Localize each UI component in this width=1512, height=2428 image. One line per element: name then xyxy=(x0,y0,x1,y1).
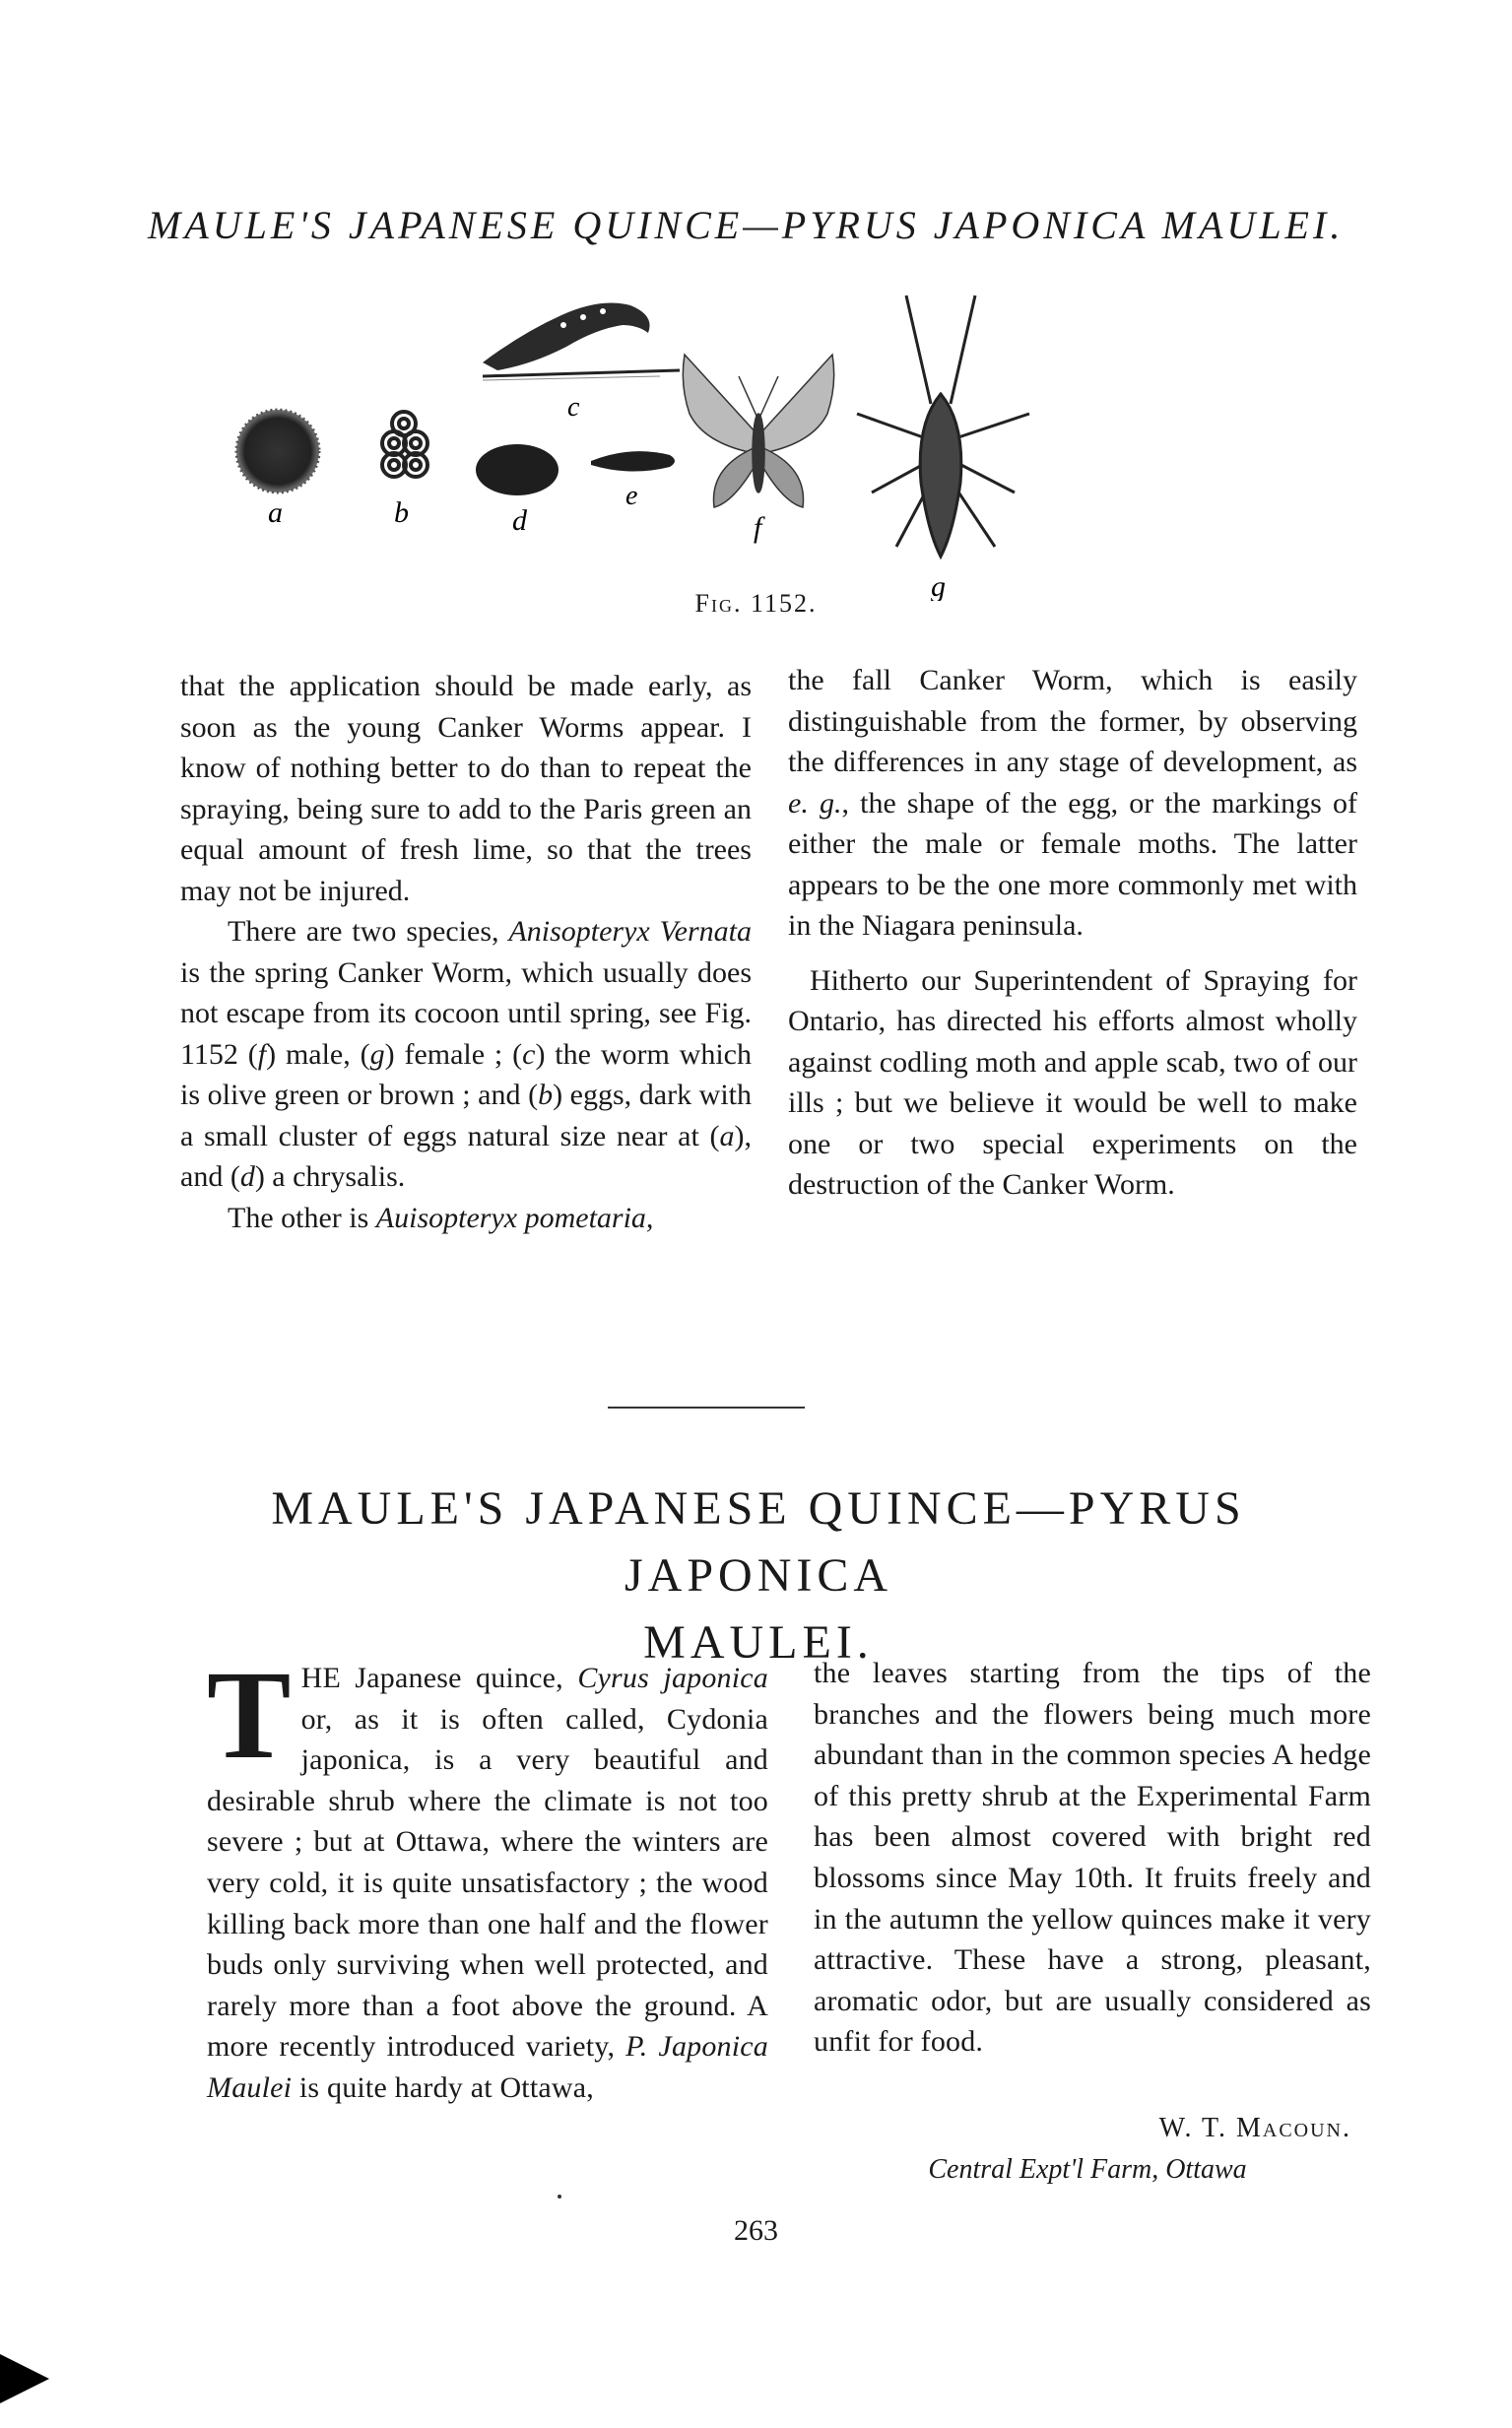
article2-column-right xyxy=(814,1653,1371,2063)
text: ), and ( xyxy=(180,1119,752,1193)
article1-paragraph: that the application should be made early, as soon as the young Canker Worms appear. I know of nothing better to do than to repeat the spraying, being sure to add to the Paris green an equal amount of fresh lime, so that the trees may not be injured. xyxy=(180,670,752,907)
variety-name: P. Japonica Maulei xyxy=(207,2030,769,2104)
text: There are two species, xyxy=(228,915,509,948)
abbrev: e. g. xyxy=(788,786,842,820)
pupa-e xyxy=(591,451,675,471)
section-divider xyxy=(608,1407,805,1409)
drop-cap: T xyxy=(207,1645,292,1785)
article2-title-line1: MAULE'S JAPANESE QUINCE—PYRUS JAPONICA xyxy=(271,1482,1246,1602)
article2-title xyxy=(148,1476,1369,1676)
article1-paragraph xyxy=(788,660,1357,947)
signature-place: Central Expt'l Farm, Ottawa xyxy=(928,2154,1247,2185)
species-name: Cyrus japonica xyxy=(577,1662,768,1694)
fig-ref: b xyxy=(538,1079,554,1111)
figure-caption-prefix: Fig. xyxy=(694,589,743,618)
text: ) eggs, dark with a small cluster of eggs natural size near at ( xyxy=(180,1079,753,1152)
article1-column-left xyxy=(180,666,752,1238)
article1-paragraph xyxy=(180,1198,752,1239)
signature-name: W. T. Macoun. xyxy=(1158,2113,1351,2143)
label-f: f xyxy=(754,511,762,544)
text: is quite hardy at Ottawa, xyxy=(292,2070,594,2104)
female-moth-g xyxy=(857,295,1029,557)
signature-block xyxy=(814,2108,1361,2191)
text: The other is xyxy=(228,1201,376,1234)
figure-1152 xyxy=(217,286,1300,601)
caterpillar-c xyxy=(483,303,680,380)
text: the fall Canker Worm, which is easily distinguishable from the former, by observing the differences in any stage of development, as xyxy=(788,664,1357,778)
text: ) the worm which is olive green or brown ; and ( xyxy=(180,1037,752,1111)
text: HE Japanese quince, xyxy=(300,1662,578,1694)
figure-caption-number: 1152. xyxy=(750,589,818,618)
label-b: b xyxy=(394,496,409,529)
article2-title-line2: MAULEI. xyxy=(643,1616,874,1669)
fig-ref: g xyxy=(369,1037,385,1071)
article2-column-left xyxy=(207,1645,769,2109)
insect-illustration xyxy=(217,286,1300,601)
chrysalis-d xyxy=(476,444,559,495)
fig-ref: c xyxy=(522,1037,536,1071)
label-c: c xyxy=(567,392,580,423)
label-d: d xyxy=(512,504,527,537)
species-name: Auisopteryx pometaria, xyxy=(375,1201,654,1234)
label-e: e xyxy=(625,481,638,511)
text: ) a chrysalis. xyxy=(254,1160,406,1193)
male-moth-f xyxy=(683,355,833,507)
label-g: g xyxy=(931,570,946,601)
egg-mass-a xyxy=(236,410,319,492)
article1-column-right xyxy=(788,660,1357,1206)
text: , the shape of the egg, or the markings of either the male or female moths. The latter appears to be the one more commonly met with in the Niagara peninsula. xyxy=(788,786,1357,942)
article2-paragraph: the leaves starting from the tips of the branches and the flowers being much more abundant than in the common species A hedge of this pretty shrub at the Experimental Farm has been almost covered with bright red blossoms since May 10th. It fruits freely and in the autumn the yellow quinces make it very attractive. These have a strong, pleasant, aromatic odor, but are usually considered as unfit for food. xyxy=(814,1657,1371,2059)
article1-paragraph: Hitherto our Superintendent of Spraying for Ontario, has directed his efforts almost wholly against codling moth and apple scab, two of our ills ; but we believe it would be well to make one or two special experiments on the destruction of the Canker Worm. xyxy=(788,963,1357,1201)
fig-ref: a xyxy=(719,1119,735,1152)
figure-caption xyxy=(0,589,1512,619)
text: ) male, ( xyxy=(266,1037,370,1071)
text: or, as it is often called, Cydonia japonica, is a very beautiful and desirable shrub where the climate is not too severe ; but at Ottawa, where the winters are very cold, it is quite unsatisfactory ; the wood killing back more than one half and the flower buds only surviving when well protected, and rarely more than a foot above the ground. A more recently introduced variety, xyxy=(207,1702,768,2064)
fig-ref: f xyxy=(257,1037,267,1071)
egg-cluster-b xyxy=(382,412,427,477)
species-name: Anisopteryx Vernata xyxy=(508,915,752,948)
label-a: a xyxy=(268,496,283,529)
page-number: 263 xyxy=(734,2214,778,2247)
text: is the spring Canker Worm, which usually does not escape from its cocoon until spring, see Fig. 1152 ( xyxy=(180,955,752,1071)
article1-paragraph xyxy=(180,911,752,1198)
fig-ref: d xyxy=(239,1160,255,1193)
running-head: MAULE'S JAPANESE QUINCE—PYRUS JAPONICA MAULEI. xyxy=(148,203,1345,247)
text: ) female ; ( xyxy=(384,1037,523,1071)
stray-dot xyxy=(558,2195,561,2198)
corner-mark xyxy=(0,2354,49,2403)
